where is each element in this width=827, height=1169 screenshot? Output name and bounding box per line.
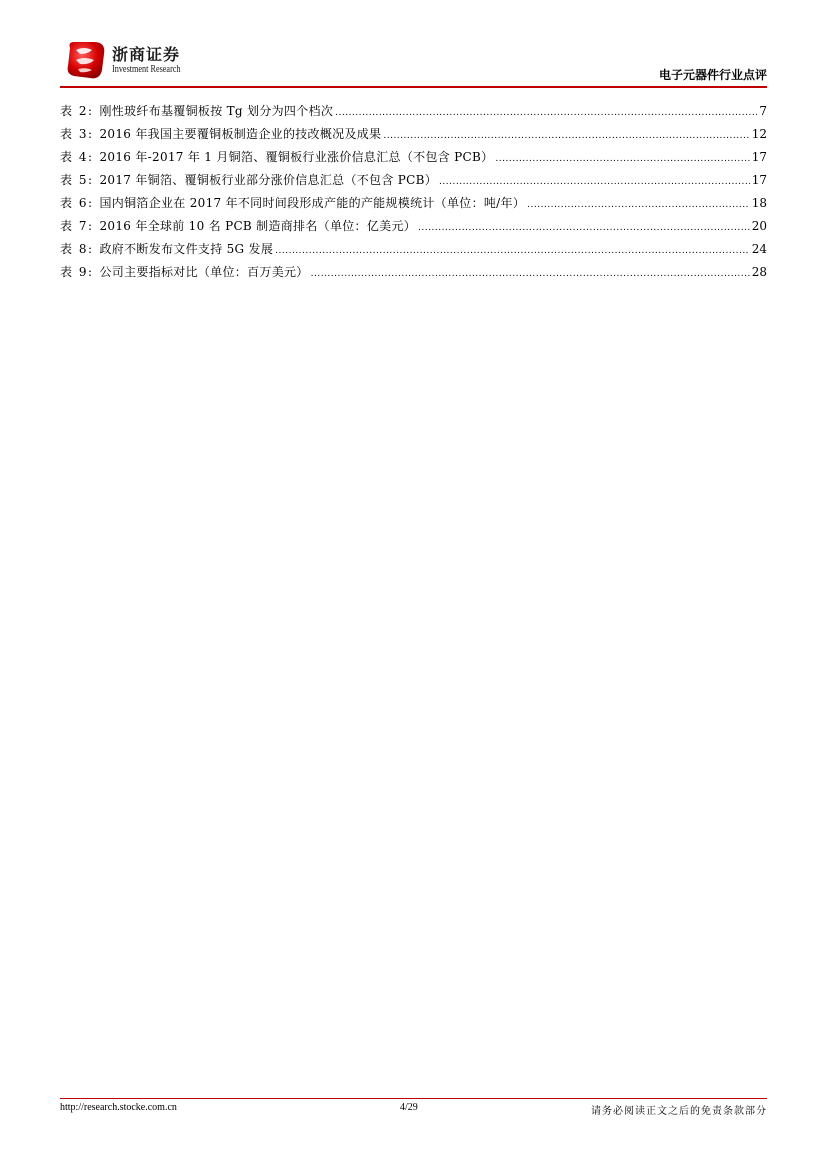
toc-entry-title: 政府不断发布文件支持 5G 发展 xyxy=(99,242,274,256)
toc-entry-label: 表 6: xyxy=(60,196,94,210)
toc-entry-leader xyxy=(275,240,750,263)
toc-entry-label: 表 4: xyxy=(60,150,94,164)
toc-entry-leader xyxy=(439,171,750,194)
footer-disclaimer: 请务必阅读正文之后的免责条款部分 xyxy=(591,1106,767,1117)
toc-entry-title: 2016 年-2017 年 1 月铜箔、覆铜板行业涨价信息汇总（不包含 PCB） xyxy=(99,150,494,164)
toc-entry-page: 17 xyxy=(751,173,767,187)
toc-entry-title: 国内铜箔企业在 2017 年不同时间段形成产能的产能规模统计（单位：吨/年） xyxy=(99,196,526,210)
toc-entry-title: 2016 年我国主要覆铜板制造企业的技改概况及成果 xyxy=(99,127,382,141)
footer-url[interactable]: http://research.stocke.com.cn xyxy=(60,1102,177,1113)
toc-entry[interactable] xyxy=(60,238,767,261)
footer-page-number: 4/29 xyxy=(400,1102,418,1113)
toc-entry[interactable] xyxy=(60,123,767,146)
toc-entry-leader xyxy=(527,194,750,217)
page-header xyxy=(0,0,827,100)
logo-text-en: Investment Research xyxy=(112,64,181,75)
company-logo xyxy=(64,38,194,84)
header-rule xyxy=(60,86,767,88)
report-type: 电子元器件行业点评 xyxy=(658,68,767,82)
toc-entry-label: 表 7: xyxy=(60,219,94,233)
table-of-figures xyxy=(60,100,767,284)
toc-entry-label: 表 3: xyxy=(60,127,94,141)
toc-entry-label: 表 9: xyxy=(60,265,94,279)
toc-entry[interactable] xyxy=(60,100,767,123)
toc-entry-page: 7 xyxy=(759,104,767,118)
toc-entry-label: 表 2: xyxy=(60,104,94,118)
toc-entry-leader xyxy=(311,263,750,286)
toc-entry-page: 12 xyxy=(751,127,767,141)
toc-entry-leader xyxy=(495,148,749,171)
toc-entry-title: 刚性玻纤布基覆铜板按 Tg 划分为四个档次 xyxy=(99,104,334,118)
toc-entry-label: 表 5: xyxy=(60,173,94,187)
toc-entry[interactable] xyxy=(60,169,767,192)
toc-entry-leader xyxy=(418,217,750,240)
toc-entry[interactable] xyxy=(60,261,767,284)
toc-entry-page: 28 xyxy=(751,265,767,279)
toc-entry[interactable] xyxy=(60,192,767,215)
logo-text-cn: 浙商证券 xyxy=(112,45,181,64)
toc-entry-title: 公司主要指标对比（单位：百万美元） xyxy=(99,265,309,279)
toc-entry-leader xyxy=(335,102,757,125)
toc-entry-title: 2016 年全球前 10 名 PCB 制造商排名（单位：亿美元） xyxy=(99,219,417,233)
footer-rule xyxy=(60,1098,767,1099)
toc-entry-page: 20 xyxy=(751,219,767,233)
toc-entry-page: 24 xyxy=(751,242,767,256)
toc-entry-page: 17 xyxy=(751,150,767,164)
toc-entry[interactable] xyxy=(60,215,767,238)
toc-entry[interactable] xyxy=(60,146,767,169)
toc-entry-page: 18 xyxy=(751,196,767,210)
toc-entry-title: 2017 年铜箔、覆铜板行业部分涨价信息汇总（不包含 PCB） xyxy=(99,173,438,187)
toc-entry-label: 表 8: xyxy=(60,242,94,256)
logo-mark-icon xyxy=(64,38,108,82)
toc-entry-leader xyxy=(383,125,749,148)
